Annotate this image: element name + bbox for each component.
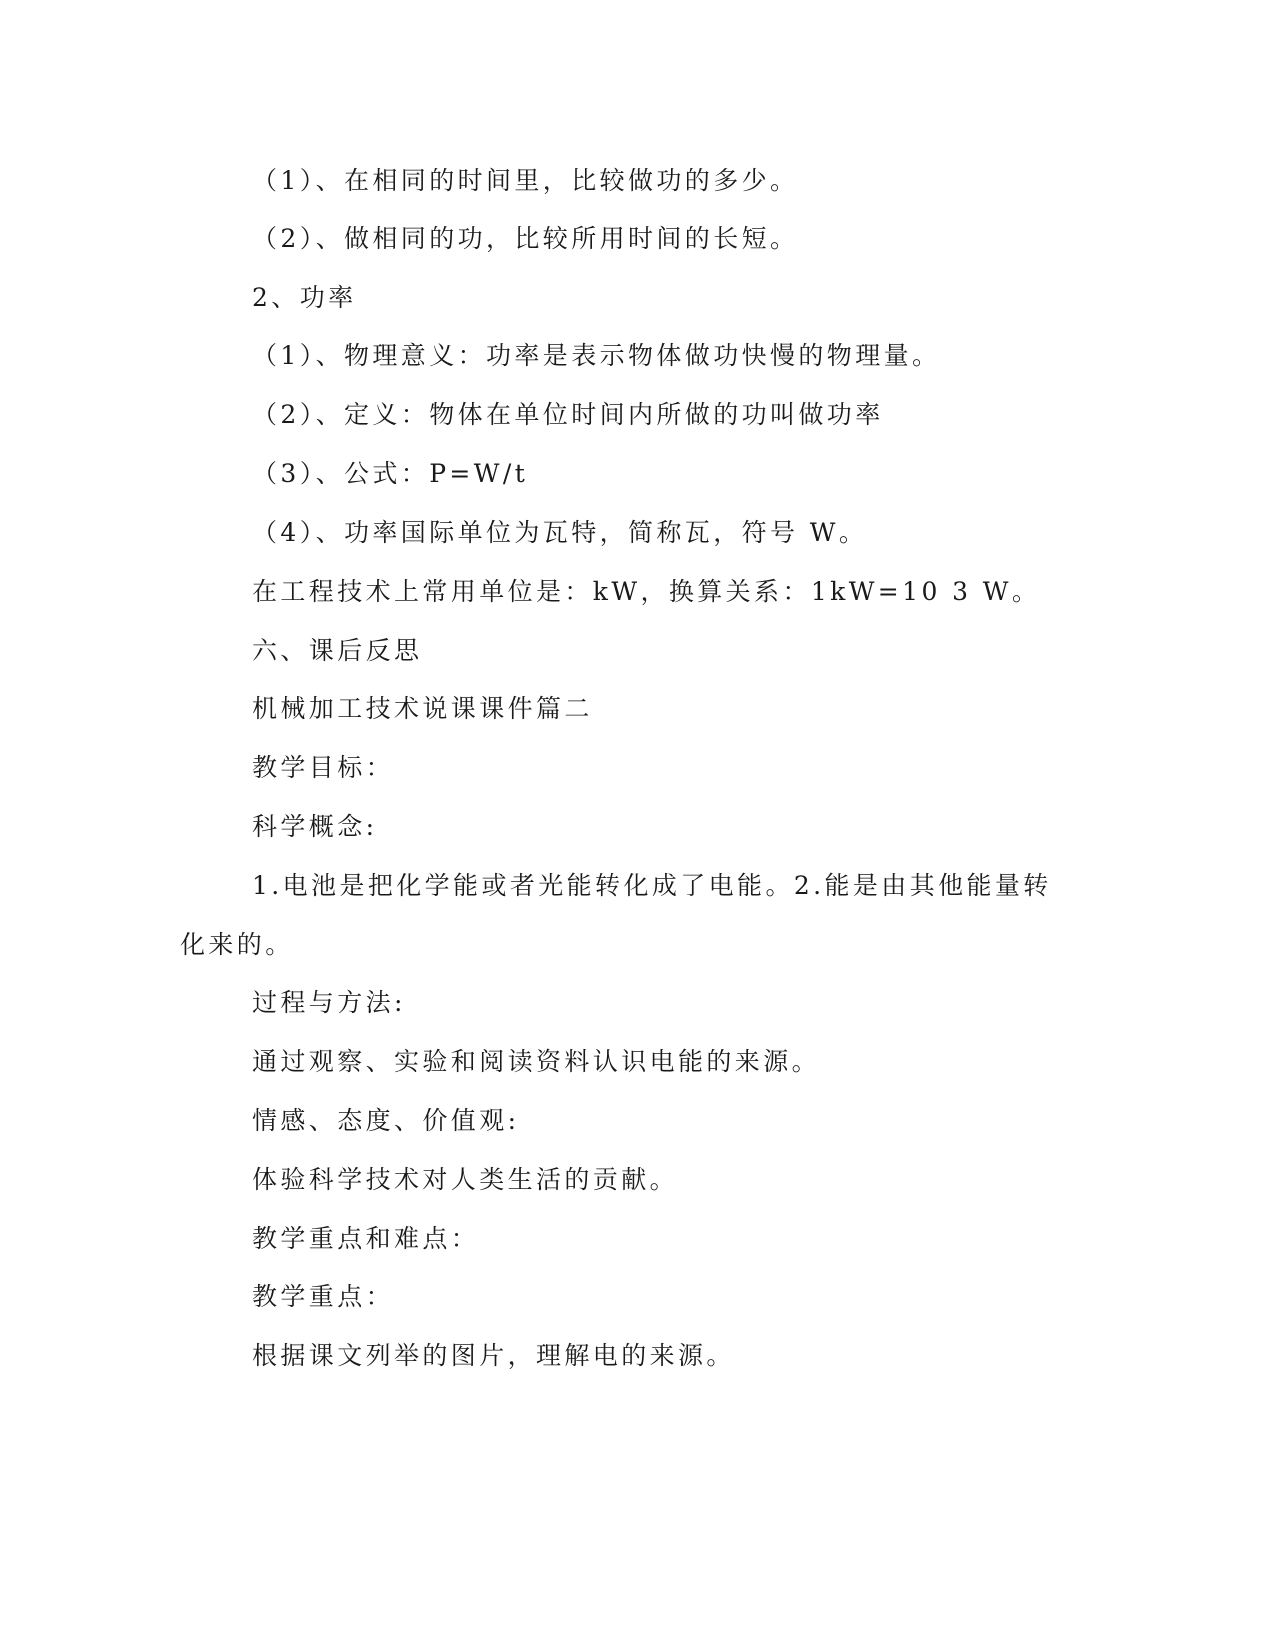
para-definition: （2）、定义：物体在单位时间内所做的功叫做功率 <box>252 400 884 429</box>
para-battery-energy: 1.电池是把化学能或者光能转化成了电能。2.能是由其他能量转 <box>252 871 1052 900</box>
para-physical-meaning: （1）、物理意义：功率是表示物体做功快慢的物理量。 <box>252 341 941 370</box>
heading-power: 2、功率 <box>252 283 357 312</box>
para-engineering-unit: 在工程技术上常用单位是：kW，换算关系：1kW=10 3 W。 <box>252 577 1041 606</box>
para-science-contribution: 体验科学技术对人类生活的贡献。 <box>252 1165 679 1194</box>
para-formula: （3）、公式：P=W/t <box>252 459 529 488</box>
para-observe-experiment: 通过观察、实验和阅读资料认识电能的来源。 <box>252 1047 821 1076</box>
heading-teaching-goals: 教学目标： <box>252 753 395 782</box>
heading-key-difficult-points: 教学重点和难点： <box>252 1224 480 1253</box>
heading-reflection: 六、课后反思 <box>252 636 423 665</box>
heading-part-two: 机械加工技术说课课件篇二 <box>252 694 593 723</box>
para-electricity-source: 根据课文列举的图片，理解电的来源。 <box>252 1341 735 1370</box>
para-compare-work-same-time: （1）、在相同的时间里，比较做功的多少。 <box>252 166 799 195</box>
heading-process-method: 过程与方法: <box>252 988 406 1017</box>
para-si-unit: （4）、功率国际单位为瓦特，简称瓦，符号 W。 <box>252 518 868 547</box>
heading-science-concepts: 科学概念: <box>252 812 378 841</box>
para-compare-time-same-work: （2）、做相同的功，比较所用时间的长短。 <box>252 224 799 253</box>
heading-key-points: 教学重点： <box>252 1282 395 1311</box>
heading-emotion-values: 情感、态度、价值观: <box>252 1106 520 1135</box>
para-battery-energy-cont: 化来的。 <box>180 930 294 959</box>
